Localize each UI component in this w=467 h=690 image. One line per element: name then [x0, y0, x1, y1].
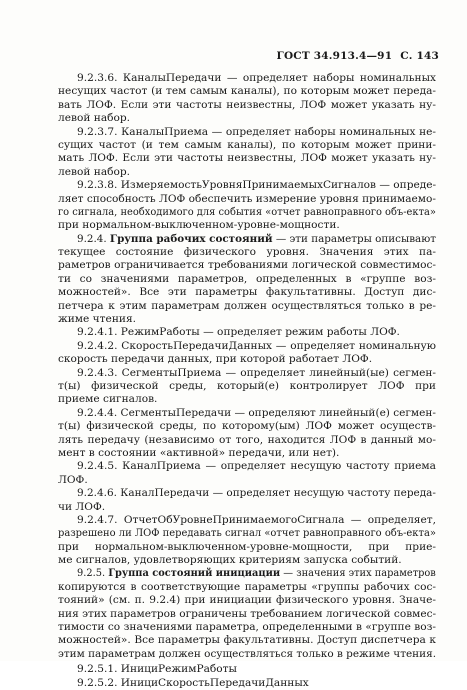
text-line: го сигнала, необходимого для события «отчет равноправного объ-екта» — [58, 205, 436, 218]
text-line: сущих частот (и тем самым каналы), по которым может прини- — [58, 138, 436, 151]
text-line: можностей». Все параметры факультативны. Доступ диспетчера к — [58, 634, 436, 647]
text-line: жиме чтения. — [58, 313, 136, 326]
text-line: т(ы) физической среды, по которому(ым) ЛОФ может осуществ- — [58, 420, 436, 433]
page-header — [277, 50, 439, 62]
text-line: 9.2.3.8. ИзмеряемостьУровняПринимаемыхСигналов — опреде- — [77, 179, 436, 192]
text-line: 9.2.4.6. КаналПередачи — определяет несущую частоту переда- — [77, 487, 436, 500]
text-line: ляет способность ЛОФ обеспечить измерение уровня принимаемо- — [58, 192, 436, 205]
text-line: чи ЛОФ. — [58, 500, 106, 513]
text-line: вать ЛОФ. Если эти частоты неизвестны, ЛОФ может указать ну- — [58, 98, 436, 111]
text-line: мать ЛОФ. Если эти частоты неизвестны, ЛОФ может указать ну- — [58, 152, 436, 165]
text-line: разрешено ли ЛОФ передавать сигнал «отчет равноправного объ-екта» — [58, 527, 436, 540]
text-line: 9.2.4.3. СегментыПриема — определяет линейный(ые) сегмен- — [77, 366, 436, 379]
text-line: тимости со значениями параметра, определенными в «группе воз- — [58, 621, 436, 634]
section-heading-line: 9.2.4. Группа рабочих состояний — эти параметры описывают — [77, 232, 436, 245]
text-line: скорость передачи данных, при которой работает ЛОФ. — [58, 353, 373, 366]
text-line: этим параметрам должен осуществляться только в режиме чтения. — [58, 647, 436, 660]
text-line: несущих частот (и тем самым каналы), по которым может переда- — [58, 85, 436, 98]
text-line: петчера к этим параметрам должен осуществляться только в ре- — [58, 299, 436, 312]
text-line: приеме сигналов. — [58, 393, 158, 406]
text-line: 9.2.3.6. КаналыПередачи — определяет наборы номинальных — [77, 72, 436, 84]
text-line: т(ы) физической среды, который(е) контролирует ЛОФ при — [58, 379, 436, 392]
text-line: текущее состояние физического уровня. Значения этих па- — [58, 246, 436, 259]
text-line: левой набор. — [58, 165, 131, 178]
text-line: 9.2.5.1. ИнициРежимРаботы — [77, 663, 237, 676]
page-number: С. 143 — [400, 50, 439, 62]
text-line: лять передачу (независимо от того, находится ЛОФ в данный мо- — [58, 433, 436, 446]
text-line: 9.2.4.7. ОтчетОбУровнеПринимаемогоСигнала — определяет, — [77, 513, 436, 526]
text-line: 9.2.3.7. КаналыПриема — определяет наборы номинальных не- — [77, 125, 436, 138]
text-line: можностей». Все эти параметры факультативны. Доступ дис- — [58, 286, 436, 299]
text-line: при нормальном-выключенном-уровне-мощности. — [58, 219, 340, 232]
text-line: левой набор. — [58, 112, 131, 125]
text-line: мент в состоянии «активной» передачи, или нет). — [58, 446, 340, 459]
standard-number: ГОСТ 34.913.4—91 — [276, 50, 393, 62]
text-line: тояний» (см. п. 9.2.4) при инициации физического уровня. Значе- — [58, 594, 436, 607]
text-line: ме сигналов, удовлетворяющих критериям запуска событий. — [58, 554, 402, 567]
text-line: раметров ограничивается требованиями логической совместимос- — [58, 259, 436, 272]
text-line: копируются в соответствующие параметры «группы рабочих сос- — [58, 580, 436, 593]
text-line: 9.2.4.2. СкоростьПередачиДанных — определяет номинальную — [77, 339, 436, 352]
text-line: при нормальном-выключенном-уровне-мощности, при прие- — [58, 540, 436, 553]
text-line: 9.2.5.2. ИнициСкоростьПередачиДанных — [77, 676, 309, 689]
text-line: 9.2.4.4. СегментыПередачи — определяют линейный(е) сегмен- — [77, 406, 436, 419]
text-line: 9.2.4.5. КаналПриема — определяет несущую частоту приема — [77, 460, 436, 473]
body-text — [58, 72, 436, 690]
text-line: ЛОФ. — [58, 473, 88, 486]
section-heading-line: 9.2.5. Группа состояний инициации — значения этих параметров — [77, 567, 436, 580]
text-line: 9.2.4.1. РежимРаботы — определяет режим работы ЛОФ. — [77, 326, 400, 339]
text-line: ти со значениями параметров, определенных в «группе воз- — [58, 272, 436, 285]
text-line: ния этих параметров ограничены требованием логической совмес- — [58, 607, 436, 620]
